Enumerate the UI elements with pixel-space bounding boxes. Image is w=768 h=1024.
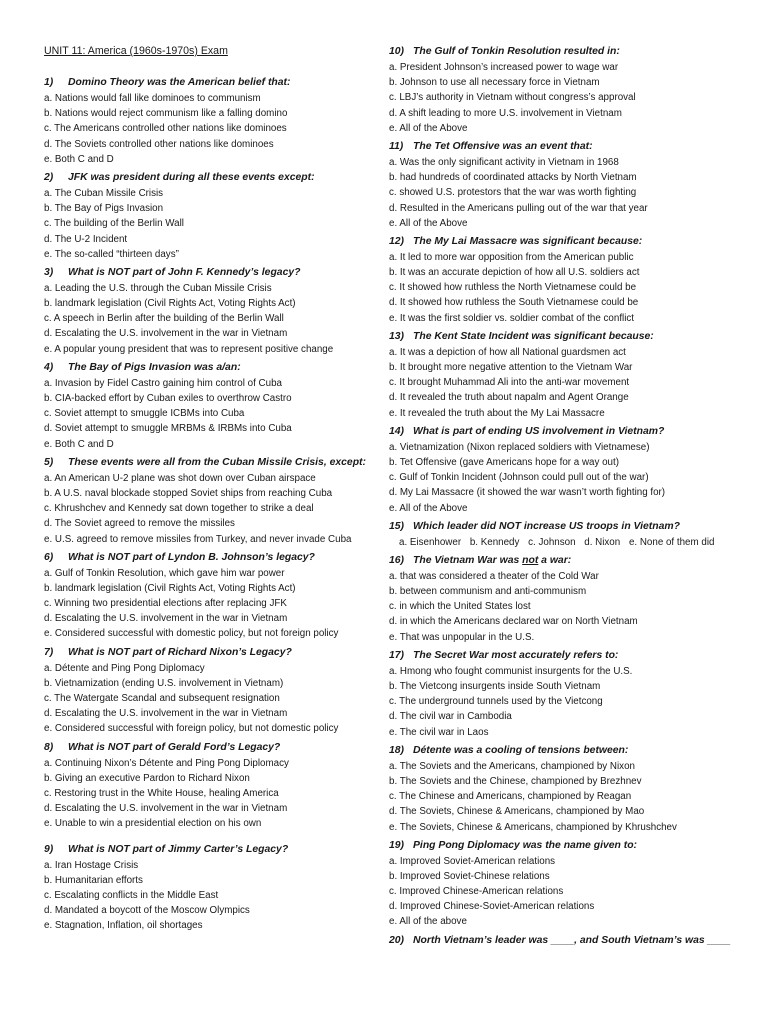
answer-option-b[interactable]: b. between communism and anti-communism [389, 586, 587, 598]
answer-option-a[interactable]: a. It was a depiction of how all National guardsmen act [389, 346, 626, 358]
answer-option-c[interactable]: c. Khrushchev and Kennedy sat down together to strike a deal [44, 503, 314, 515]
question-7 [44, 645, 380, 737]
question-number: 10) [389, 46, 405, 57]
question-prompt [44, 265, 380, 281]
question-prompt [44, 360, 380, 376]
answer-option-c[interactable]: c. Winning two presidential elections after replacing JFK [44, 598, 287, 610]
answer-option-d[interactable]: d. Soviet attempt to smuggle MRBMs & IRBMs into Cuba [44, 423, 292, 435]
answer-option-d[interactable]: d. Improved Chinese-Soviet-American relations [389, 901, 595, 913]
answer-option-e[interactable]: e. Both C and D [44, 438, 114, 450]
answer-option-e[interactable]: e. All of the Above [389, 122, 468, 134]
question-prompt [389, 743, 729, 759]
question-11 [389, 139, 729, 231]
answer-option-c[interactable]: c. The Watergate Scandal and subsequent resignation [44, 693, 280, 704]
answer-option-c[interactable]: c. Escalating conflicts in the Middle East [44, 889, 219, 901]
answer-option-a[interactable]: a. Continuing Nixon’s Détente and Ping Pong Diplomacy [44, 757, 289, 769]
question-9 [44, 842, 380, 934]
answer-option-b[interactable]: b. A U.S. naval blockade stopped Soviet ships from reaching Cuba [44, 487, 333, 499]
question-text: What is NOT part of Gerald Ford’s Legacy? [68, 741, 281, 753]
question-number: 18) [389, 744, 405, 756]
question-text: What is NOT part of Richard Nixon’s Legacy? [68, 646, 292, 658]
question-text: Which leader did NOT increase US troops in Vietnam? [413, 520, 680, 532]
answer-option-a[interactable]: a. The Cuban Missile Crisis [44, 187, 164, 199]
question-number: 20) [389, 934, 405, 946]
left-column [44, 44, 380, 936]
question-number: 13) [389, 330, 405, 342]
question-number: 7) [44, 646, 54, 658]
answer-option-b[interactable]: b. It was an accurate depiction of how all U.S. soldiers act [389, 267, 640, 279]
question-12 [389, 234, 729, 326]
answer-option-d[interactable]: d. in which the Americans declared war on North Vietnam [389, 616, 638, 628]
answer-option-b[interactable]: b. landmark legislation (Civil Rights Act, Voting Rights Act) [44, 582, 296, 594]
answer-option-c[interactable]: c. The building of the Berlin Wall [44, 218, 184, 230]
question-prompt [389, 648, 729, 664]
question-2 [44, 170, 380, 262]
question-prompt [389, 44, 729, 60]
answer-option-e[interactable]: e. It was the first soldier vs. soldier combat of the conflict [389, 312, 635, 324]
question-text: Détente was a cooling of tensions between: [413, 744, 629, 756]
answer-option-e[interactable]: e. Stagnation, Inflation, oil shortages [44, 920, 203, 932]
answer-option-a[interactable]: a. It led to more war opposition from the American public [389, 251, 634, 263]
question-prompt [44, 842, 380, 858]
answer-option-b[interactable]: b. The Vietcong insurgents inside South Vietnam [389, 681, 601, 692]
answer-option-d[interactable]: d. Nixon [584, 536, 621, 548]
answer-option-c[interactable]: c. Restoring trust in the White House, healing America [44, 787, 279, 799]
answer-option-a[interactable]: a. Gulf of Tonkin Resolution, which gave him war power [44, 567, 285, 579]
question-text: What is NOT part of Lyndon B. Johnson’s legacy? [68, 551, 315, 563]
question-prompt [44, 75, 380, 91]
question-3 [44, 265, 380, 357]
right-column [389, 44, 729, 952]
question-15 [389, 519, 729, 550]
question-number: 8) [44, 741, 54, 753]
question-text: The Gulf of Tonkin Resolution resulted in: [413, 46, 620, 57]
answer-option-d[interactable]: d. Escalating the U.S. involvement in the war in Vietnam [44, 708, 288, 720]
question-number: 19) [389, 839, 405, 851]
exam-title: UNIT 11: America (1960s-1970s) Exam [44, 45, 228, 57]
answer-option-c[interactable]: c. in which the United States lost [389, 601, 531, 613]
answer-option-a[interactable]: a. Eisenhower [399, 536, 462, 548]
answer-option-b[interactable]: b. Nations would reject communism like a falling domino [44, 108, 288, 120]
question-number: 5) [44, 456, 54, 468]
answer-option-e[interactable]: e. All of the above [389, 916, 467, 928]
question-prompt [44, 740, 380, 756]
question-prompt [389, 838, 729, 854]
answer-option-a[interactable]: a. Was the only significant activity in Vietnam in 1968 [389, 156, 619, 168]
answer-option-c[interactable]: c. A speech in Berlin after the building of the Berlin Wall [44, 313, 284, 325]
answer-option-a[interactable]: a. Iran Hostage Crisis [44, 859, 139, 871]
question-text: The My Lai Massacre was significant because: [413, 235, 643, 247]
answer-option-c[interactable]: c. The Chinese and Americans, championed by Reagan [389, 791, 632, 803]
question-20 [389, 933, 729, 949]
answer-option-a[interactable]: a. Invasion by Fidel Castro gaining him control of Cuba [44, 377, 282, 389]
question-number: 2) [44, 171, 54, 183]
question-prompt [44, 550, 380, 566]
answer-option-a[interactable]: a. President Johnson’s increased power to wage war [389, 62, 619, 73]
answer-option-e[interactable]: e. The so-called “thirteen days” [44, 248, 179, 260]
answer-option-a[interactable]: a. The Soviets and the Americans, championed by Nixon [389, 760, 635, 772]
answer-option-c[interactable]: c. Gulf of Tonkin Incident (Johnson could pull out of the war) [389, 472, 649, 484]
answer-option-c[interactable]: c. Improved Chinese-American relations [389, 886, 564, 898]
question-text-emphasis: not [522, 554, 539, 566]
answer-option-e[interactable]: e. It revealed the truth about the My Lai Massacre [389, 407, 605, 419]
answer-option-d[interactable]: d. The civil war in Cambodia [389, 711, 512, 723]
answer-option-d[interactable]: d. A shift leading to more U.S. involvement in Vietnam [389, 107, 622, 119]
answer-option-e[interactable]: e. Both C and D [44, 153, 114, 165]
answer-option-e[interactable]: e. None of them did [628, 536, 715, 548]
answer-option-c[interactable]: c. It brought Muhammad Ali into the anti-war movement [389, 377, 630, 389]
answer-option-c[interactable]: c. showed U.S. protestors that the war was worth fighting [389, 187, 637, 199]
answer-option-c[interactable]: c. Soviet attempt to smuggle ICBMs into Cuba [44, 408, 245, 420]
answer-option-e[interactable]: e. The civil war in Laos [389, 726, 489, 738]
question-number: 17) [389, 649, 405, 661]
answer-option-a[interactable]: a. Leading the U.S. through the Cuban Missile Crisis [44, 282, 272, 294]
answer-option-d[interactable]: d. The Soviets, Chinese & Americans, championed by Mao [389, 806, 645, 818]
answer-option-e[interactable]: e. All of the Above [389, 217, 468, 229]
question-text: These events were all from the Cuban Missile Crisis, except: [68, 456, 366, 468]
question-text: Ping Pong Diplomacy was the name given to: [413, 839, 638, 851]
question-prompt [389, 519, 729, 535]
answer-option-a[interactable]: a. that was considered a theater of the Cold War [389, 570, 599, 582]
question-text: The Tet Offensive was an event that: [413, 140, 593, 152]
question-number: 12) [389, 235, 405, 247]
question-prompt [389, 424, 729, 440]
answer-option-d[interactable]: d. The Soviets controlled other nations like dominoes [44, 138, 274, 150]
answer-option-d[interactable]: d. Mandated a boycott of the Moscow Olympics [44, 905, 250, 917]
answer-option-d[interactable]: d. Resulted in the Americans pulling out of the war that year [389, 202, 648, 214]
question-10 [389, 44, 729, 136]
question-19 [389, 838, 729, 930]
answer-option-c[interactable]: c. It showed how ruthless the North Vietnamese could be [389, 282, 637, 294]
question-number: 11) [389, 140, 404, 152]
question-8 [44, 740, 380, 832]
question-17 [389, 648, 729, 740]
question-number: 9) [44, 843, 54, 855]
answer-option-b[interactable]: b. had hundreds of coordinated attacks by North Vietnam [389, 172, 637, 184]
answer-option-e[interactable]: e. Considered successful with foreign policy, but not domestic policy [44, 723, 339, 735]
question-text: North Vietnam’s leader was ____, and South Vietnam’s was ____ [413, 934, 731, 946]
question-prompt [389, 553, 729, 569]
question-text: What is part of ending US involvement in Vietnam? [413, 425, 665, 437]
answer-option-a[interactable]: a. Hmong who fought communist insurgents for the U.S. [389, 665, 633, 677]
answer-option-d[interactable]: d. Escalating the U.S. involvement in the war in Vietnam [44, 613, 288, 625]
question-number: 15) [389, 520, 405, 532]
answer-option-b[interactable]: b. The Soviets and the Chinese, championed by Brezhnev [389, 775, 642, 787]
question-6 [44, 550, 380, 642]
question-number: 1) [44, 77, 54, 88]
question-text-start: The Vietnam War was [413, 554, 523, 566]
question-5 [44, 455, 380, 547]
question-text: The Secret War most accurately refers to: [413, 649, 619, 661]
answer-option-a[interactable]: a. An American U-2 plane was shot down over Cuban airspace [44, 472, 316, 484]
question-1 [44, 75, 380, 167]
question-text: What is NOT part of Jimmy Carter’s Legacy? [68, 843, 289, 855]
question-4 [44, 360, 380, 452]
answer-option-a[interactable]: a. Improved Soviet-American relations [389, 855, 556, 867]
question-text: JFK was president during all these events except: [68, 171, 315, 183]
answer-option-c[interactable]: c. The Americans controlled other nations like dominoes [44, 123, 287, 135]
answer-option-a[interactable]: a. Détente and Ping Pong Diplomacy [44, 662, 205, 674]
answer-option-e[interactable]: e. Unable to win a presidential election on his own [44, 818, 262, 830]
answer-option-c[interactable]: c. The underground tunnels used by the Vietcong [389, 696, 603, 708]
answer-option-b[interactable]: b. The Bay of Pigs Invasion [44, 203, 164, 215]
question-number: 6) [44, 551, 54, 563]
answer-option-b[interactable]: b. Humanitarian efforts [44, 874, 143, 886]
answer-option-e[interactable]: e. Considered successful with domestic policy, but not foreign policy [44, 628, 339, 640]
question-number: 3) [44, 266, 54, 278]
answer-option-a[interactable]: a. Nations would fall like dominoes to communism [44, 93, 261, 104]
question-number: 4) [44, 361, 54, 373]
answer-option-b[interactable]: b. It brought more negative attention to the Vietnam War [389, 362, 633, 373]
answer-option-d[interactable]: d. It showed how ruthless the South Vietnamese could be [389, 297, 639, 309]
question-prompt [389, 933, 729, 949]
answer-option-b[interactable]: b. Tet Offensive (gave Americans hope for a way out) [389, 456, 619, 468]
answer-option-b[interactable]: b. landmark legislation (Civil Rights Act, Voting Rights Act) [44, 298, 296, 310]
answer-option-d[interactable]: d. Escalating the U.S. involvement in the war in Vietnam [44, 328, 288, 340]
question-14 [389, 424, 729, 516]
question-text-end: a war: [538, 554, 572, 566]
answer-option-b[interactable]: b. Vietnamization (ending U.S. involvement in Vietnam) [44, 677, 284, 689]
question-prompt [389, 329, 729, 345]
answer-option-d[interactable]: d. Escalating the U.S. involvement in the war in Vietnam [44, 803, 288, 815]
question-text: The Kent State Incident was significant because: [413, 330, 654, 342]
question-number: 14) [389, 425, 405, 437]
question-prompt [44, 455, 380, 471]
answer-option-d[interactable]: d. It revealed the truth about napalm and Agent Orange [389, 392, 629, 404]
answer-option-e[interactable]: e. All of the Above [389, 502, 468, 514]
answer-option-b[interactable]: b. Johnson to use all necessary force in Vietnam [389, 77, 600, 89]
question-text: What is NOT part of John F. Kennedy’s legacy? [68, 266, 301, 278]
question-text: The Bay of Pigs Invasion was a/an: [68, 361, 241, 373]
question-prompt [44, 645, 380, 661]
question-16 [389, 553, 729, 645]
answer-option-d[interactable]: d. My Lai Massacre (it showed the war wasn’t worth fighting for) [389, 487, 666, 499]
answer-option-c[interactable]: c. LBJ’s authority in Vietnam without congress’s approval [389, 92, 636, 104]
question-18 [389, 743, 729, 835]
answer-option-e[interactable]: e. The Soviets, Chinese & Americans, championed by Khrushchev [389, 821, 677, 833]
answer-option-e[interactable]: e. A popular young president that was to represent positive change [44, 343, 334, 355]
answer-option-b[interactable]: b. CIA-backed effort by Cuban exiles to overthrow Castro [44, 393, 292, 404]
answer-option-a[interactable]: a. Vietnamization (Nixon replaced soldiers with Vietnamese) [389, 441, 650, 453]
answer-option-e[interactable]: e. That was unpopular in the U.S. [389, 631, 535, 643]
answer-option-b[interactable]: b. Kennedy [469, 536, 520, 548]
answer-option-c[interactable]: c. Johnson [528, 536, 576, 548]
answer-option-d[interactable]: d. The Soviet agreed to remove the missiles [44, 518, 235, 530]
question-prompt [389, 234, 729, 250]
inline-options [389, 535, 729, 550]
answer-option-b[interactable]: b. Giving an executive Pardon to Richard Nixon [44, 772, 250, 784]
answer-option-b[interactable]: b. Improved Soviet-Chinese relations [389, 870, 550, 882]
question-prompt [44, 170, 380, 186]
question-number: 16) [389, 554, 405, 566]
question-text: Domino Theory was the American belief that: [68, 77, 291, 88]
answer-option-d[interactable]: d. The U-2 Incident [44, 233, 128, 245]
question-prompt [389, 139, 729, 155]
question-13 [389, 329, 729, 421]
answer-option-e[interactable]: e. U.S. agreed to remove missiles from Turkey, and never invade Cuba [44, 533, 352, 545]
